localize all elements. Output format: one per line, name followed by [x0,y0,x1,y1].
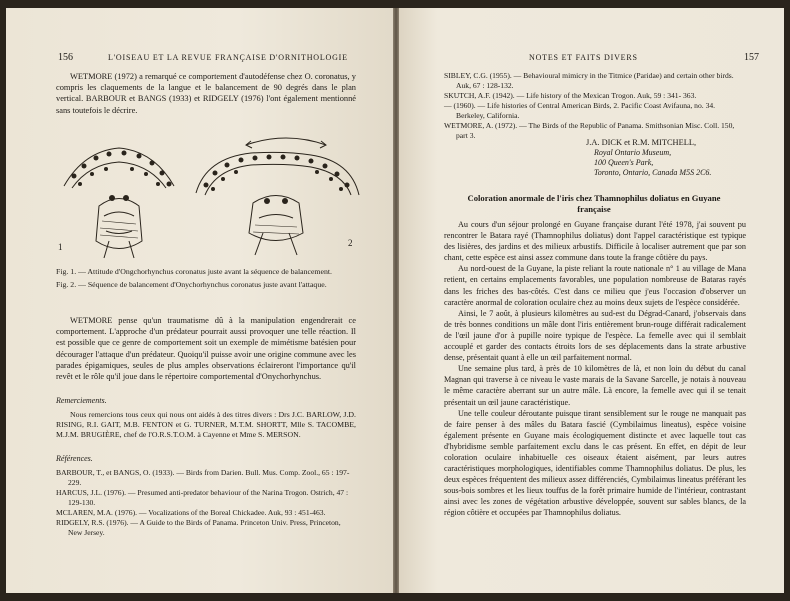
reference-item: BARBOUR, T., et BANGS, O. (1933). — Birds from Darien. Bull. Mus. Comp. Zool., 65 : 197-229. [56,468,350,487]
figure-captions [56,267,356,290]
page-number: 157 [744,52,759,63]
left-references-list [56,468,356,538]
discussion-paragraph: WETMORE pense qu'un traumatisme dû à la manipulation engendrerait ce comportement. L'approche d'un prédateur pourrait aussi provoquer une telle réaction. Il est possible que ce genre de comportement soit un exemple de mimétisme batésien pour décourager l'attaque d'un prédateur. Quoiqu'il puisse avoir une origine commune avec les parades épigamiques, seules de plus amples observations éclaireront l'importance qu'il revêt et le rôle qu'il joue dans le répertoire comportemental d'Onychorhynchus. [56,316,356,382]
body-paragraph: Une telle couleur déroutante puisque tirant sensiblement sur le rouge ne manquait pas de faire penser à des mâles du Batara fascié (Cymbilaimus lineatus), espèce voisine également présente en Guyane mais écologiquement distincte et avec laquelle tout cas d'hybridisme semble parfaitement exclu dans le cas présent. En effet, en dépit de leur coloration oculaire inhabituelle ces oiseaux étaient aisément, par leurs autres caractéristiques morphologiques, identifiables comme Thamnophilus doliatus. De plus, les deux espèces fréquentent des milieux assez différenciés, Cymbilaimus lineatus préférant les sous-bois sombres et les lieux touffus de la forêt primaire humide de l'intérieur, contrastant ainsi avec les zones de végétation arbustive développée, souvent sur sables blancs, de la région côtière et occupées par Thamnophilus doliatus. [444,408,746,518]
running-head: L'OISEAU ET LA REVUE FRANÇAISE D'ORNITHOLOGIE [108,53,348,62]
author-address [586,138,764,178]
reference-item: HARCUS, J.L. (1976). — Presumed anti-predator behaviour of the Narina Trogon. Ostrich, 47 : 129-130. [56,488,349,507]
address-line: Toronto, Ontario, Canada M5S 2C6. [594,168,712,177]
right-references-list [444,71,744,141]
reference-item: WETMORE, A. (1972). — The Birds of the Republic of Panama. Smithsonian Misc. Coll. 150, part 3. [444,121,735,140]
address-line: Royal Ontario Museum, [594,148,672,157]
figure-1-drawing [54,136,184,261]
figure-1-label: 1 [58,242,63,252]
address-line: 100 Queen's Park, [594,158,654,167]
body-paragraph: Au cours d'un séjour prolongé en Guyane française durant l'été 1978, j'ai souvent pu rencontrer le Batara rayé (Thamnophilus doliatus) dont l'appel caractéristique est typique des lisières, des jardins et des milieux arbustifs. Difficile à localiser autrement que par son chant, cette espèce est ainsi assez commune dans toute la frange côtière du pays. [444,220,746,263]
body-paragraph: Au nord-ouest de la Guyane, la piste reliant la route nationale n° 1 au village de Mana retient, en certains emplacements favorables, une population nombreuse de Bataras rayés dans les friches des bas-côtés. C'est dans ce milieu que j'eus l'occasion d'observer un caractère anormal de coloration oculaire chez au moins deux sujets de l'espèce considérée. [444,264,746,307]
running-head: NOTES ET FAITS DIVERS [529,53,638,62]
figure-2-drawing [191,133,366,261]
caption-fig-1: Fig. 1. — Attitude d'Ongchorhynchus coronatus juste avant la séquence de balancement. [56,267,332,276]
body-paragraph: Ainsi, le 7 août, à plusieurs kilomètres au sud-est du Dégrad-Canard, j'observais dans de très bonnes conditions un mâle dont l'iris entièrement brun-rouge différait radicalement de l'œil jaune d'or à pupille noire typique de l'espèce. La femelle avec qui il semblait accouplé et garder des contacts étroits lors de ses déplacements dans la strate arbustive dense, présentait quant à elle un œil parfaitement normal. [444,308,746,363]
acknowledgements-heading: Remerciements. [56,396,107,405]
reference-item: MCLAREN, M.A. (1976). — Vocalizations of the Boreal Chickadee. Auk, 93 : 451-463. [56,508,326,517]
reference-item: RIDGELY, R.S. (1976). — A Guide to the Birds of Panama. Princeton Univ. Press, Princeton, New Jersey. [56,518,341,537]
page-number: 156 [58,52,73,63]
references-heading: Références. [56,454,93,463]
article-title: Coloration anormale de l'iris chez Thamnophilus doliatus en Guyane française [467,193,721,214]
reference-item: SIBLEY, C.G. (1955). — Behavioural mimicry in the Titmice (Paridae) and certain other birds. Auk, 67 : 128-132. [444,71,734,90]
figure-2-label: 2 [348,238,353,248]
article-body [444,219,746,519]
reference-item: — (1960). — Life histories of Central American Birds, 2. Pacific Coast Avifauna, no. 34. Berkeley, California. [444,101,716,120]
acknowledgements-text: Nous remercions tous ceux qui nous ont aidés à des titres divers : Drs J.C. BARLOW, J.D. RISING, R.I. GAIT, M.B. FENTON et G. TURNER, M.T.M. SHORTT, Mlle S. TACOMBE, M.J.M. BRUGIÈRE, chef de l'O.R.S.T.O.M. à Cayenne et Mme S. MERSON. [56,410,356,439]
caption-fig-2: Fig. 2. — Séquence de balancement d'Onychorhynchus coronatus juste avant l'attaque. [56,280,327,289]
body-paragraph: Une semaine plus tard, à près de 10 kilomètres de là, et non loin du début du canal Magnan qui traverse à ce niveau le vaste marais de la Savane Sarcelle, je notais à nouveau le même caractère aberrant sur un autre mâle. Là encore, la femelle avec qui il se tenait présentait un œil jaune caractéristique. [444,364,746,407]
reference-item: SKUTCH, A.F. (1942). — Life history of the Mexican Trogon. Auk, 59 : 341- 363. [444,91,697,100]
left-page [6,8,393,593]
intro-paragraph: WETMORE (1972) a remarqué ce comportement d'autodéfense chez O. coronatus, y compris les claquements de la langue et le balancement de 90 degrés dans le plan vertical. BARBOUR et BANGS (1933) et RIDGELY (1976) l'ont également mentionné sans toutefois le décrire. [56,72,356,115]
right-page [399,8,784,593]
authors: J.A. DICK et R.M. MITCHELL, [586,138,697,147]
